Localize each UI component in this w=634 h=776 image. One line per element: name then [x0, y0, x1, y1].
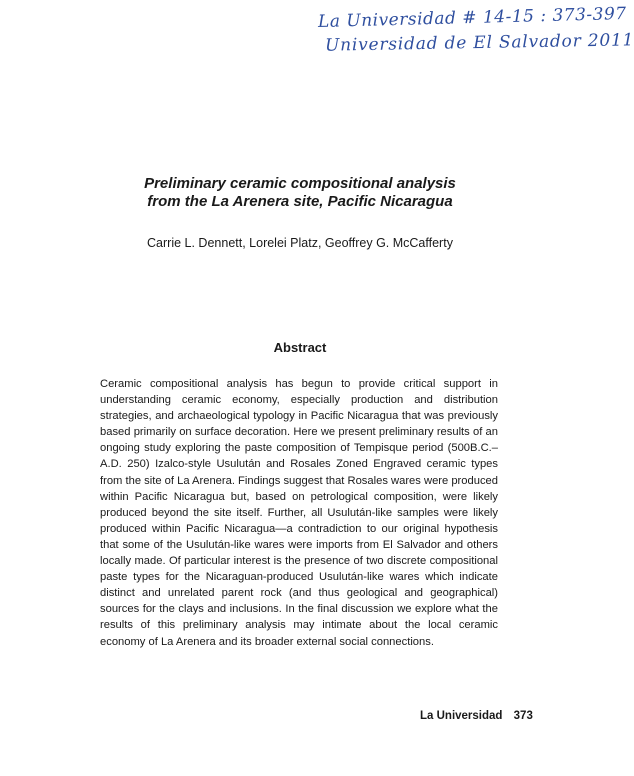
- paper-title-line-1: Preliminary ceramic compositional analysis: [144, 175, 456, 192]
- abstract-body: Ceramic compositional analysis has begun to provide critical support in understanding ceramic economy, especially production and distribution strategies, and archaeological typology in Pacific Nicaragua that was previously based primarily on surface decoration. Here we present preliminary results of an ongoing study exploring the paste composition of Tempisque period (500B.C.–A.D. 250) Izalco-style Usulután and Rosales Zoned Engraved ceramic types from the site of La Arenera. Findings suggest that Rosales wares were produced within Pacific Nicaragua but, based on petrological composition, were likely produced beyond the site itself. Further, all Usulután-like samples were likely produced within Pacific Nicaragua—a contradiction to our original hypothesis that some of the Usulután-like wares were imports from El Salvador and others locally made. Of particular interest is the presence of two discrete compositional paste types for the Nicaraguan-produced Usulután-like wares which indicate distinct and unrelated parent rock (and thus geological and geographical) sources for the clays and inclusions. In the final discussion we explore what the results of this preliminary analysis may intimate about the local ceramic economy of La Arenera and its broader external social connections.: [100, 378, 498, 648]
- abstract-heading: Abstract: [273, 340, 327, 355]
- paper-title-line-2: from the La Arenera site, Pacific Nicaragua: [147, 193, 453, 210]
- footer-page-number: 373: [513, 710, 533, 722]
- page-footer: [420, 710, 533, 722]
- footer-journal-name: La Universidad: [420, 710, 503, 722]
- paper-authors: Carrie L. Dennett, Lorelei Platz, Geoffrey G. McCafferty: [147, 236, 453, 250]
- handwritten-publisher-note: Universidad de El Salvador 2011: [324, 30, 634, 56]
- handwritten-citation-note: La Universidad # 14-15 : 373-397: [317, 3, 627, 33]
